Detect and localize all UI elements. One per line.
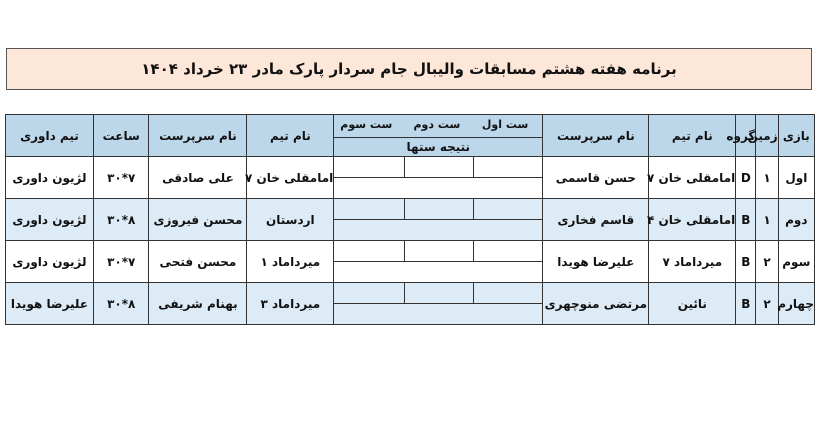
- header-results: نتیجه ستها: [334, 137, 542, 156]
- cell-coach1: مرتضی منوچهری: [543, 283, 649, 325]
- cell-team1: امامقلی خان ۴: [649, 199, 736, 241]
- cell-team1: امامقلی خان ۷: [649, 157, 736, 199]
- cell-court: ۲: [756, 241, 778, 283]
- cell-time: ۷*۳۰: [93, 241, 149, 283]
- cell-time: ۷*۳۰: [93, 157, 149, 199]
- cell-team1: نائین: [649, 283, 736, 325]
- header-time: ساعت: [93, 115, 149, 157]
- cell-results: [334, 157, 543, 199]
- cell-group: B: [736, 199, 756, 241]
- header-coach: نام سرپرست: [543, 115, 649, 157]
- table-row: [6, 199, 815, 241]
- header-sets: [334, 115, 543, 157]
- cell-referee: لژیون داوری: [6, 157, 94, 199]
- header-referee: تیم داوری: [6, 115, 94, 157]
- schedule-table: [5, 114, 815, 325]
- header-coach-2: نام سرپرست: [149, 115, 247, 157]
- cell-court: ۱: [756, 199, 778, 241]
- cell-coach1: حسن قاسمی: [543, 157, 649, 199]
- cell-game: اول: [778, 157, 814, 199]
- header-set1: ست اول: [481, 118, 529, 131]
- cell-group: B: [736, 283, 756, 325]
- cell-game: سوم: [778, 241, 814, 283]
- cell-time: ۸*۳۰: [93, 283, 149, 325]
- cell-results: [334, 241, 543, 283]
- cell-referee: لژیون داوری: [6, 199, 94, 241]
- cell-coach2: بهنام شریفی: [149, 283, 247, 325]
- cell-results: [334, 283, 543, 325]
- cell-team2: میرداماد ۳: [247, 283, 334, 325]
- cell-team2: میرداماد ۱: [247, 241, 334, 283]
- cell-coach2: محسن فتحی: [149, 241, 247, 283]
- cell-coach2: محسن فیروزی: [149, 199, 247, 241]
- header-set2: ست دوم: [413, 118, 461, 131]
- cell-referee: علیرضا هویدا: [6, 283, 94, 325]
- cell-time: ۸*۳۰: [93, 199, 149, 241]
- header-game: بازی: [778, 115, 814, 157]
- cell-group: D: [736, 157, 756, 199]
- cell-team1: میرداماد ۷: [649, 241, 736, 283]
- table-row: [6, 157, 815, 199]
- header-group: گروه: [736, 115, 756, 157]
- header-team-name: نام تیم: [649, 115, 736, 157]
- cell-court: ۱: [756, 157, 778, 199]
- header-set3: ست سوم: [340, 118, 393, 131]
- cell-results: [334, 199, 543, 241]
- cell-group: B: [736, 241, 756, 283]
- cell-coach1: علیرضا هویدا: [543, 241, 649, 283]
- cell-referee: لژیون داوری: [6, 241, 94, 283]
- cell-coach2: علی صادقی: [149, 157, 247, 199]
- cell-game: دوم: [778, 199, 814, 241]
- header-team-name-2: نام تیم: [247, 115, 334, 157]
- cell-court: ۲: [756, 283, 778, 325]
- header-row: [6, 115, 815, 157]
- page-title: برنامه هفته هشتم مسابقات والیبال جام سردار پارک مادر ۲۳ خرداد ۱۴۰۴: [6, 48, 812, 90]
- header-court: زمین: [756, 115, 778, 157]
- table-row: [6, 241, 815, 283]
- cell-team2: امامقلی خان ۷: [247, 157, 334, 199]
- cell-game: چهارم: [778, 283, 814, 325]
- table-row: [6, 283, 815, 325]
- cell-coach1: قاسم فخاری: [543, 199, 649, 241]
- cell-team2: اردستان: [247, 199, 334, 241]
